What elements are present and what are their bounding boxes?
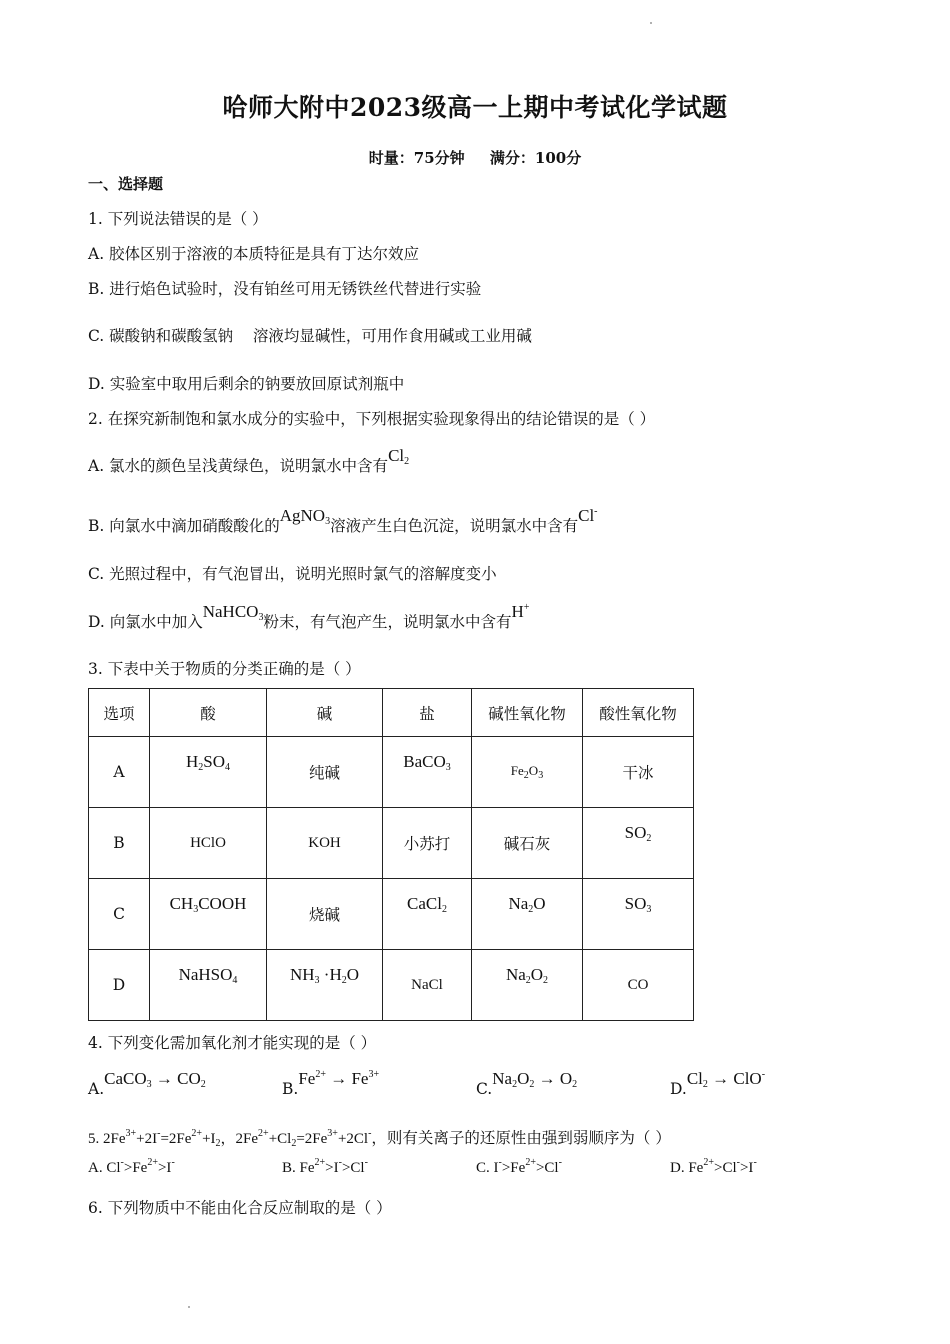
- acidic-oxide-cell: 干冰: [583, 737, 694, 808]
- formula-sub: 3: [646, 904, 652, 915]
- eq-part: =2Fe: [296, 1131, 328, 1147]
- formula: [508, 894, 545, 913]
- q1-option-a: A. 胶体区别于溶液的本质特征是具有丁达尔效应: [88, 245, 420, 263]
- q2-b-ion: [578, 506, 597, 525]
- opt-part: >I: [157, 1160, 172, 1176]
- ion-charge: -: [594, 506, 598, 517]
- formula: [510, 763, 544, 781]
- opt-sup: -: [736, 1157, 740, 1168]
- formula-part: NaHSO: [178, 965, 233, 984]
- formula-sup: -: [761, 1069, 766, 1080]
- q5-stem: [88, 1126, 671, 1148]
- q2-option-d: [88, 602, 530, 632]
- formula-sub: 2: [200, 1079, 206, 1090]
- eq-part: +2Cl: [337, 1131, 369, 1147]
- acidic-oxide-cell: [583, 879, 694, 950]
- opt-sup: 2+: [147, 1157, 158, 1168]
- q4-option-d: [670, 1069, 766, 1099]
- formula-part: O: [533, 894, 546, 913]
- formula-sub: 3: [193, 904, 199, 915]
- formula-sub: 3: [445, 762, 451, 773]
- opt-sup: -: [171, 1157, 175, 1168]
- q2-option-b: [88, 506, 598, 536]
- formula: [179, 965, 238, 984]
- q6-stem: 6. 下列物质中不能由化合反应制取的是（ ）: [88, 1199, 392, 1217]
- classification-table: [88, 688, 694, 1021]
- q5-option-b: [282, 1157, 368, 1177]
- formula-part: NH: [289, 965, 315, 984]
- base-cell: 纯碱: [267, 737, 383, 808]
- row-label: C: [89, 879, 150, 950]
- opt-sup: 2+: [314, 1157, 326, 1168]
- basic-oxide-cell: [472, 879, 583, 950]
- formula: [407, 894, 447, 913]
- acid-cell: [150, 950, 267, 1021]
- eq-part: +Cl: [268, 1131, 292, 1147]
- opt-part: >Fe: [501, 1160, 526, 1176]
- eq-part: +2I: [136, 1131, 158, 1147]
- option-label: B.: [282, 1080, 299, 1098]
- formula-sub: 3: [325, 516, 331, 527]
- opt-part: B. Fe: [282, 1160, 315, 1176]
- formula: [625, 823, 652, 842]
- salt-cell: [383, 879, 472, 950]
- ion-main: Cl: [578, 506, 595, 525]
- formula-sub: 2: [529, 1079, 535, 1090]
- acid-cell: [150, 879, 267, 950]
- formula-part: CaCO: [104, 1069, 147, 1088]
- formula-sub: 2: [572, 1079, 578, 1090]
- formula-sub: 3: [538, 770, 544, 781]
- formula-sub: 2: [404, 456, 410, 467]
- table-row: [89, 808, 694, 879]
- equation: [88, 1128, 372, 1149]
- formula-part: BaCO: [403, 752, 446, 771]
- row-label: A: [89, 737, 150, 808]
- header-cell: 碱: [267, 689, 383, 737]
- formula-sub: 3: [258, 612, 264, 623]
- page-title: 哈师大附中2023级高一上期中考试化学试题: [222, 93, 728, 122]
- q2-d-text1: D. 向氯水中加入: [88, 613, 203, 631]
- formula-sub: 2: [543, 975, 549, 986]
- opt-part: A. Cl: [88, 1160, 121, 1176]
- formula-sub: 2: [523, 770, 529, 781]
- q3-stem: 3. 下表中关于物质的分类正确的是（ ）: [88, 660, 361, 678]
- formula-sub: 2: [198, 762, 204, 773]
- q1-option-c: C. 碳酸钠和碳酸氢钠 溶液均显碱性，可用作食用碱或工业用碱: [88, 327, 532, 345]
- formula-part: O: [530, 965, 544, 984]
- q2-b-text2: 溶液产生白色沉淀，说明氯水中含有: [330, 517, 579, 535]
- q2-a-formula: [388, 446, 409, 465]
- q2-option-a: [88, 446, 410, 476]
- q1-option-d: D. 实验室中取用后剩余的钠要放回原试剂瓶中: [88, 375, 405, 393]
- opt-part: >I: [739, 1160, 754, 1176]
- formula-main: NaHCO: [202, 602, 259, 621]
- exam-info: [0, 147, 950, 168]
- eq-part: 5. 2Fe: [88, 1131, 126, 1147]
- eq-sup: -: [368, 1128, 372, 1139]
- header-cell: 酸: [150, 689, 267, 737]
- formula-part: SO: [624, 823, 647, 842]
- opt-part: D. Fe: [670, 1160, 704, 1176]
- opt-part: >I: [325, 1160, 339, 1176]
- q4-option-c: [476, 1069, 578, 1099]
- formula-part: COOH: [198, 894, 247, 913]
- exam-score: 满分：100分: [489, 149, 582, 167]
- basic-oxide-cell: [472, 950, 583, 1021]
- q2-d-ion: [511, 602, 529, 621]
- opt-sup: -: [338, 1157, 342, 1168]
- opt-sup: -: [120, 1157, 124, 1168]
- formula-sub: 3: [314, 975, 320, 986]
- acid-cell: HClO: [150, 808, 267, 879]
- formula: [186, 752, 230, 771]
- opt-part: C. I: [476, 1160, 499, 1176]
- eq-sup: 2+: [258, 1128, 269, 1139]
- formula-part: → ClO: [707, 1069, 762, 1088]
- q4-stem: 4. 下列变化需加氧化剂才能实现的是（ ）: [88, 1034, 377, 1052]
- formula-part: CaCl: [407, 894, 442, 913]
- formula-sub: 4: [225, 762, 230, 773]
- header-cell: 盐: [383, 689, 472, 737]
- formula-part: Na: [492, 1069, 513, 1088]
- ion-main: H: [511, 602, 524, 621]
- eq-part: ，则有关离子的还原性由强到弱顺序为（ ）: [371, 1129, 671, 1147]
- acidic-oxide-cell: CO: [583, 950, 694, 1021]
- formula-part: O: [517, 1069, 530, 1088]
- formula-sub: 2: [341, 975, 347, 986]
- formula-part: Na: [505, 965, 526, 984]
- formula: [625, 894, 652, 913]
- eq-sub: 2: [215, 1138, 221, 1149]
- formula-sup: 3+: [368, 1069, 380, 1080]
- formula-part: O: [528, 763, 539, 778]
- opt-sup: -: [558, 1157, 562, 1168]
- formula-sub: 4: [232, 975, 238, 986]
- q2-a-text: A. 氯水的颜色呈浅黄绿色，说明氯水中含有: [88, 457, 389, 475]
- table-header-row: [89, 689, 694, 737]
- q2-stem: 2. 在探究新制饱和氯水成分的实验中，下列根据实验现象得出的结论错误的是（ ）: [88, 410, 656, 428]
- q1-option-b: B. 进行焰色试验时，没有铂丝可用无锈铁丝代替进行实验: [88, 280, 482, 298]
- formula-main: Cl: [388, 446, 405, 465]
- acidic-oxide-cell: [583, 808, 694, 879]
- eq-sub: 2: [291, 1138, 297, 1149]
- formula-main: AgNO: [279, 506, 326, 525]
- formula: [104, 1069, 206, 1088]
- acid-cell: [150, 737, 267, 808]
- formula: [506, 965, 548, 984]
- opt-sup: -: [498, 1157, 502, 1168]
- opt-sup: -: [364, 1157, 368, 1168]
- formula-sub: 2: [702, 1079, 708, 1090]
- q2-d-text2: 粉末，有气泡产生，说明氯水中含有: [263, 613, 512, 631]
- scan-dot-top: [650, 22, 652, 24]
- salt-cell: 小苏打: [383, 808, 472, 879]
- q2-b-text1: B. 向氯水中滴加硝酸酸化的: [88, 517, 280, 535]
- option-label: C.: [476, 1080, 493, 1098]
- opt-part: >Cl: [341, 1160, 365, 1176]
- q5-option-a: [88, 1157, 175, 1177]
- formula-part: Cl: [686, 1069, 703, 1088]
- opt-part: >Fe: [123, 1160, 148, 1176]
- formula-part: → Fe: [325, 1069, 369, 1088]
- formula: [492, 1069, 577, 1088]
- formula-sub: 2: [441, 904, 447, 915]
- q1-stem: 1. 下列说法错误的是（ ）: [88, 210, 268, 228]
- section-heading: 一、选择题: [88, 175, 164, 193]
- formula-sub: 3: [146, 1079, 152, 1090]
- eq-part: =2Fe: [160, 1131, 192, 1147]
- q2-option-c: C. 光照过程中，有气泡冒出，说明光照时氯气的溶解度变小: [88, 565, 497, 583]
- formula-part: SO: [624, 894, 647, 913]
- basic-oxide-cell: [472, 737, 583, 808]
- row-label: B: [89, 808, 150, 879]
- q4-option-a: [88, 1069, 206, 1099]
- formula-part: O: [346, 965, 360, 984]
- formula-sub: 2: [528, 904, 534, 915]
- formula-part: CH: [169, 894, 194, 913]
- opt-sup: 2+: [525, 1157, 536, 1168]
- eq-sup: 2+: [191, 1128, 203, 1139]
- table-row: [89, 879, 694, 950]
- basic-oxide-cell: 碱石灰: [472, 808, 583, 879]
- formula: [403, 752, 451, 771]
- formula-part: SO: [203, 752, 225, 771]
- opt-part: >Cl: [713, 1160, 737, 1176]
- q5-option-d: [670, 1157, 757, 1177]
- scan-dot-bottom: [188, 1306, 190, 1308]
- formula-part: ·H: [319, 965, 342, 984]
- eq-sup: -: [157, 1128, 161, 1139]
- option-label: D.: [670, 1080, 687, 1098]
- ion-charge: +: [523, 602, 530, 613]
- salt-cell: NaCl: [383, 950, 472, 1021]
- q5-option-c: [476, 1157, 562, 1177]
- formula-sub: 2: [646, 833, 652, 844]
- formula: [298, 1069, 379, 1088]
- row-label: D: [89, 950, 150, 1021]
- formula-part: Fe: [510, 763, 524, 778]
- base-cell: [267, 950, 383, 1021]
- formula-part: → CO: [151, 1069, 201, 1088]
- header-cell: 选项: [89, 689, 150, 737]
- opt-part: >Cl: [535, 1160, 559, 1176]
- eq-sup: 3+: [327, 1128, 338, 1139]
- formula-part: H: [185, 752, 199, 771]
- salt-cell: [383, 737, 472, 808]
- formula-sub: 2: [512, 1079, 518, 1090]
- formula-part: → O: [534, 1069, 573, 1088]
- formula: [687, 1069, 765, 1088]
- formula-part: Fe: [298, 1069, 316, 1088]
- base-cell: 烧碱: [267, 879, 383, 950]
- header-cell: 酸性氧化物: [583, 689, 694, 737]
- header-cell: 碱性氧化物: [472, 689, 583, 737]
- opt-sup: -: [753, 1157, 757, 1168]
- formula-sub: 2: [525, 975, 531, 986]
- q2-b-formula: [280, 506, 330, 525]
- table-row: [89, 950, 694, 1021]
- eq-sup: 3+: [125, 1128, 137, 1139]
- eq-part: ，2Fe: [220, 1131, 259, 1147]
- base-cell: KOH: [267, 808, 383, 879]
- opt-sup: 2+: [703, 1157, 714, 1168]
- formula: [290, 965, 359, 984]
- formula-sup: 2+: [315, 1069, 326, 1080]
- formula-part: Na: [508, 894, 529, 913]
- exam-time: 时量：75分钟: [368, 149, 465, 167]
- q2-d-formula: [203, 602, 264, 621]
- table-row: [89, 737, 694, 808]
- option-label: A.: [88, 1080, 105, 1098]
- formula: [170, 894, 247, 913]
- q4-option-b: [282, 1069, 380, 1099]
- eq-part: +I: [202, 1131, 216, 1147]
